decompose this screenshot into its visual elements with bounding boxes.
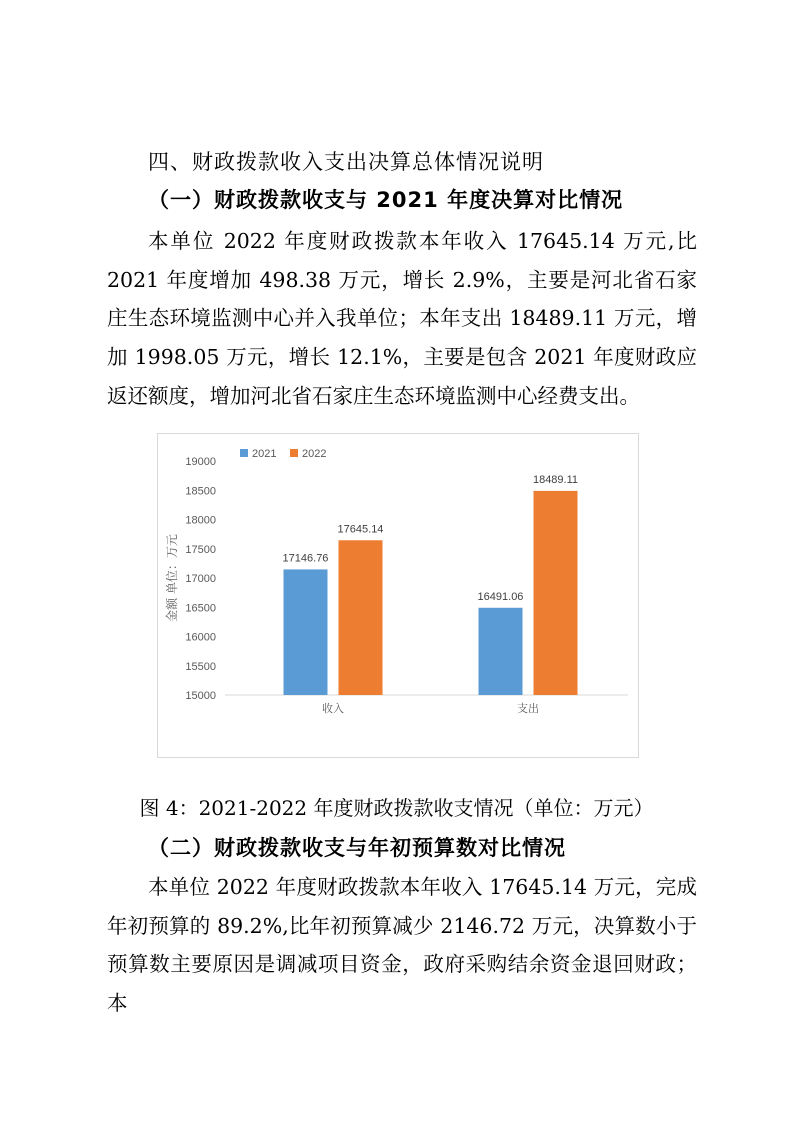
bar-2021-收入 bbox=[284, 569, 328, 695]
paragraph-1: 本单位 2022 年度财政拨款本年收入 17645.14 万元,比 2021 年度增加 498.38 万元，增长 2.9%，主要是河北省石家庄生态环境监测中心并入我单位；本年支出 18489.11 万元，增加 1998.05 万元，增长 12.1%，主要是包含 2021 年度财政应返还额度，增加河北省石家庄生态环境监测中心经费支出。 bbox=[107, 229, 697, 408]
y-tick-label: 19000 bbox=[185, 456, 216, 468]
bar-2022-支出 bbox=[534, 491, 578, 695]
figure-caption: 图 4：2021-2022 年度财政拨款收支情况（单位：万元） bbox=[139, 796, 654, 820]
data-label: 17146.76 bbox=[282, 552, 329, 565]
data-label: 16491.06 bbox=[477, 590, 524, 603]
y-tick-label: 18500 bbox=[185, 485, 216, 498]
legend-swatch-2021 bbox=[240, 449, 248, 457]
paragraph-2: 本单位 2022 年度财政拨款本年收入 17645.14 万元，完成年初预算的 89.2%,比年初预算减少 2146.72 万元，决算数小于预算数主要原因是调减项目资金，政府采购结余资金退回财政；本 bbox=[107, 875, 697, 1016]
x-category-label: 支出 bbox=[517, 702, 539, 715]
y-tick-label: 17500 bbox=[185, 543, 216, 556]
legend-label-2021: 2021 bbox=[252, 448, 277, 460]
y-tick-label: 16000 bbox=[185, 631, 216, 644]
bar-2022-收入 bbox=[339, 540, 383, 695]
y-axis-label: 金额 单位：万元 bbox=[165, 534, 179, 622]
x-category-label: 收入 bbox=[322, 702, 344, 715]
section-heading: 四、财政拨款收入支出决算总体情况说明 bbox=[148, 150, 544, 174]
y-tick-label: 17000 bbox=[185, 573, 216, 585]
chart-svg bbox=[158, 434, 638, 757]
subsection-heading-1: （一）财政拨款收支与 2021 年度决算对比情况 bbox=[148, 188, 624, 212]
y-tick-label: 15000 bbox=[185, 690, 216, 702]
legend-swatch-2022 bbox=[290, 449, 298, 457]
y-tick-label: 16500 bbox=[185, 602, 216, 615]
bar-2021-支出 bbox=[479, 608, 523, 695]
subsection-heading-2: （二）财政拨款收支与年初预算数对比情况 bbox=[148, 836, 566, 860]
y-tick-label: 18000 bbox=[185, 514, 216, 527]
y-tick-label: 15500 bbox=[185, 660, 216, 673]
data-label: 17645.14 bbox=[337, 523, 384, 536]
legend-label-2022: 2022 bbox=[302, 448, 327, 460]
bar-chart bbox=[157, 433, 639, 758]
data-label: 18489.11 bbox=[532, 473, 579, 486]
